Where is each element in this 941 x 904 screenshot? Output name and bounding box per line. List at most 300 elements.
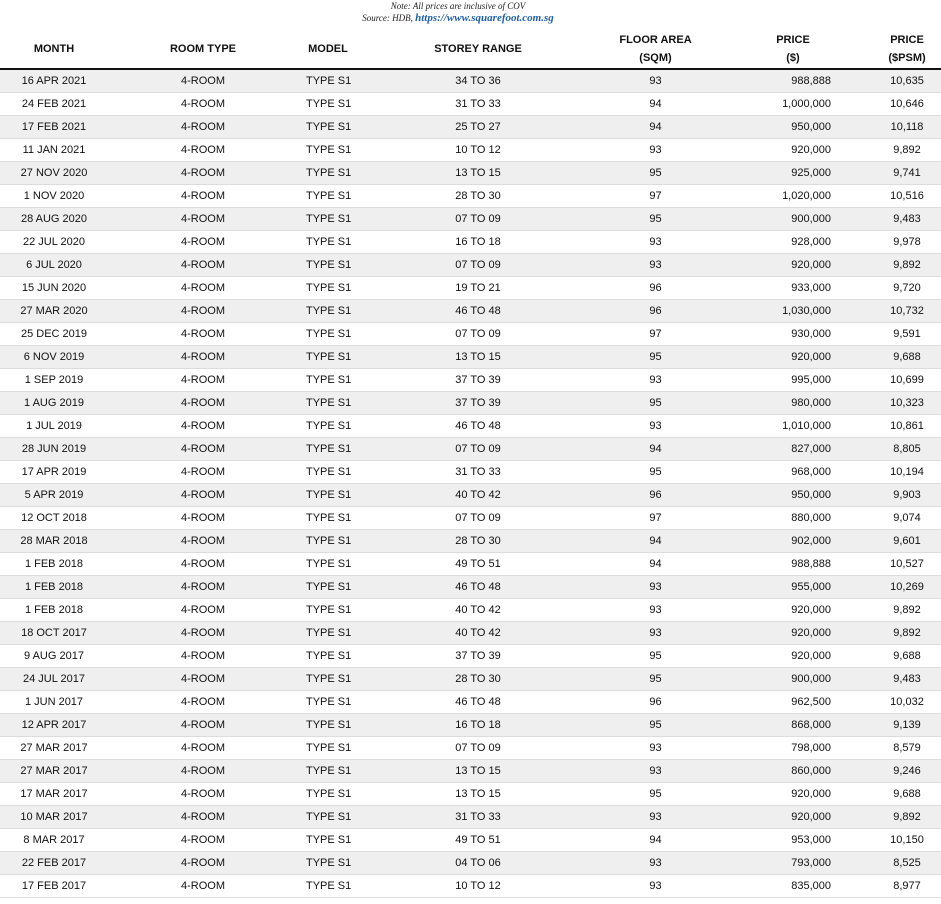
cell-price-psm: 9,688 [873, 645, 941, 668]
header-storey-range: STOREY RANGE [358, 30, 598, 69]
cell-room-type: 4-ROOM [108, 415, 298, 438]
cell-price: 955,000 [713, 576, 873, 599]
cell-model: TYPE S1 [298, 323, 358, 346]
header-floor-area [598, 30, 713, 69]
table-row [0, 530, 941, 553]
cell-storey-range: 40 TO 42 [358, 622, 598, 645]
cell-month: 16 APR 2021 [0, 69, 108, 93]
cell-price-psm: 8,805 [873, 438, 941, 461]
cell-storey-range: 07 TO 09 [358, 737, 598, 760]
cell-model: TYPE S1 [298, 116, 358, 139]
cell-month: 28 AUG 2020 [0, 208, 108, 231]
cell-floor-area: 93 [598, 254, 713, 277]
cell-room-type: 4-ROOM [108, 300, 298, 323]
cell-month: 10 MAR 2017 [0, 806, 108, 829]
cell-price-psm: 10,032 [873, 691, 941, 714]
table-row [0, 737, 941, 760]
table-row [0, 668, 941, 691]
cell-model: TYPE S1 [298, 622, 358, 645]
cell-price: 835,000 [713, 875, 873, 898]
table-row [0, 461, 941, 484]
cell-price: 925,000 [713, 162, 873, 185]
cell-month: 1 FEB 2018 [0, 599, 108, 622]
cell-room-type: 4-ROOM [108, 622, 298, 645]
cell-room-type: 4-ROOM [108, 576, 298, 599]
cell-floor-area: 97 [598, 507, 713, 530]
cell-floor-area: 94 [598, 438, 713, 461]
cell-price: 962,500 [713, 691, 873, 714]
cell-price-psm: 10,732 [873, 300, 941, 323]
cell-month: 24 JUL 2017 [0, 668, 108, 691]
cell-price: 1,000,000 [713, 93, 873, 116]
cell-price-psm: 10,194 [873, 461, 941, 484]
cell-month: 12 OCT 2018 [0, 507, 108, 530]
cell-storey-range: 16 TO 18 [358, 714, 598, 737]
cell-floor-area: 93 [598, 69, 713, 93]
table-row [0, 162, 941, 185]
cell-price-psm: 10,150 [873, 829, 941, 852]
cell-price-psm: 8,525 [873, 852, 941, 875]
table-row [0, 875, 941, 898]
cell-room-type: 4-ROOM [108, 323, 298, 346]
cell-month: 1 FEB 2018 [0, 576, 108, 599]
cell-month: 5 APR 2019 [0, 484, 108, 507]
cell-price-psm: 10,269 [873, 576, 941, 599]
cell-storey-range: 46 TO 48 [358, 691, 598, 714]
cell-month: 27 NOV 2020 [0, 162, 108, 185]
cell-floor-area: 93 [598, 852, 713, 875]
cell-price: 900,000 [713, 668, 873, 691]
cell-room-type: 4-ROOM [108, 737, 298, 760]
cell-storey-range: 28 TO 30 [358, 668, 598, 691]
cell-month: 28 MAR 2018 [0, 530, 108, 553]
cell-model: TYPE S1 [298, 806, 358, 829]
header-price-psm-unit: ($PSM) [888, 52, 926, 64]
cell-floor-area: 93 [598, 875, 713, 898]
table-row [0, 806, 941, 829]
cell-room-type: 4-ROOM [108, 668, 298, 691]
cell-room-type: 4-ROOM [108, 254, 298, 277]
cell-room-type: 4-ROOM [108, 599, 298, 622]
cell-storey-range: 04 TO 06 [358, 852, 598, 875]
cov-note: Note: All prices are inclusive of COV [390, 1, 526, 11]
source-link[interactable]: https://www.squarefoot.com.sg [415, 12, 554, 24]
cell-price-psm: 9,483 [873, 208, 941, 231]
cell-price: 1,030,000 [713, 300, 873, 323]
cell-storey-range: 34 TO 36 [358, 69, 598, 93]
cell-price: 995,000 [713, 369, 873, 392]
cell-floor-area: 94 [598, 116, 713, 139]
cell-model: TYPE S1 [298, 553, 358, 576]
cell-floor-area: 93 [598, 622, 713, 645]
cell-model: TYPE S1 [298, 852, 358, 875]
cell-month: 17 FEB 2021 [0, 116, 108, 139]
cell-storey-range: 37 TO 39 [358, 392, 598, 415]
cell-price: 950,000 [713, 116, 873, 139]
cell-model: TYPE S1 [298, 530, 358, 553]
table-row [0, 185, 941, 208]
cell-price-psm: 10,323 [873, 392, 941, 415]
cell-model: TYPE S1 [298, 714, 358, 737]
cell-model: TYPE S1 [298, 484, 358, 507]
cell-floor-area: 93 [598, 576, 713, 599]
cell-room-type: 4-ROOM [108, 691, 298, 714]
cell-room-type: 4-ROOM [108, 484, 298, 507]
cell-storey-range: 28 TO 30 [358, 185, 598, 208]
header-room-type: ROOM TYPE [108, 30, 298, 69]
cell-floor-area: 94 [598, 93, 713, 116]
cell-price: 920,000 [713, 139, 873, 162]
cell-floor-area: 93 [598, 760, 713, 783]
cell-price-psm: 9,741 [873, 162, 941, 185]
cell-model: TYPE S1 [298, 438, 358, 461]
cell-price-psm: 9,892 [873, 139, 941, 162]
cell-storey-range: 46 TO 48 [358, 300, 598, 323]
cell-model: TYPE S1 [298, 346, 358, 369]
cell-room-type: 4-ROOM [108, 369, 298, 392]
cell-price: 920,000 [713, 622, 873, 645]
cell-price: 933,000 [713, 277, 873, 300]
header-price-psm-label: PRICE [890, 34, 924, 46]
cell-price: 930,000 [713, 323, 873, 346]
cell-month: 1 JUL 2019 [0, 415, 108, 438]
cell-month: 1 FEB 2018 [0, 553, 108, 576]
cell-storey-range: 13 TO 15 [358, 162, 598, 185]
cell-storey-range: 31 TO 33 [358, 461, 598, 484]
cell-floor-area: 93 [598, 231, 713, 254]
cell-floor-area: 96 [598, 277, 713, 300]
cell-model: TYPE S1 [298, 208, 358, 231]
cell-price-psm: 10,646 [873, 93, 941, 116]
cell-floor-area: 93 [598, 415, 713, 438]
cell-model: TYPE S1 [298, 369, 358, 392]
cell-storey-range: 28 TO 30 [358, 530, 598, 553]
cell-model: TYPE S1 [298, 277, 358, 300]
table-row [0, 622, 941, 645]
table-row [0, 254, 941, 277]
cell-model: TYPE S1 [298, 875, 358, 898]
cell-storey-range: 13 TO 15 [358, 346, 598, 369]
cell-room-type: 4-ROOM [108, 553, 298, 576]
cell-storey-range: 07 TO 09 [358, 323, 598, 346]
cell-storey-range: 13 TO 15 [358, 783, 598, 806]
cell-price-psm: 9,892 [873, 806, 941, 829]
cell-price: 798,000 [713, 737, 873, 760]
cell-month: 1 NOV 2020 [0, 185, 108, 208]
cell-price-psm: 9,074 [873, 507, 941, 530]
table-row [0, 691, 941, 714]
cell-floor-area: 96 [598, 300, 713, 323]
cell-floor-area: 95 [598, 461, 713, 484]
table-row [0, 783, 941, 806]
table-row [0, 852, 941, 875]
table-row [0, 829, 941, 852]
cell-price: 920,000 [713, 346, 873, 369]
cell-price-psm: 10,635 [873, 69, 941, 93]
cell-month: 9 AUG 2017 [0, 645, 108, 668]
cell-storey-range: 37 TO 39 [358, 645, 598, 668]
table-row [0, 231, 941, 254]
cell-floor-area: 96 [598, 484, 713, 507]
cell-floor-area: 94 [598, 553, 713, 576]
cell-model: TYPE S1 [298, 461, 358, 484]
cell-storey-range: 37 TO 39 [358, 369, 598, 392]
cell-model: TYPE S1 [298, 415, 358, 438]
cell-floor-area: 94 [598, 829, 713, 852]
cell-storey-range: 07 TO 09 [358, 208, 598, 231]
cell-room-type: 4-ROOM [108, 760, 298, 783]
cell-room-type: 4-ROOM [108, 806, 298, 829]
cell-storey-range: 49 TO 51 [358, 829, 598, 852]
header-price-psm [873, 30, 941, 69]
cell-month: 24 FEB 2021 [0, 93, 108, 116]
cell-price: 920,000 [713, 254, 873, 277]
cell-floor-area: 95 [598, 392, 713, 415]
cell-model: TYPE S1 [298, 254, 358, 277]
cell-price: 920,000 [713, 645, 873, 668]
cell-room-type: 4-ROOM [108, 208, 298, 231]
cell-floor-area: 93 [598, 806, 713, 829]
cell-floor-area: 97 [598, 185, 713, 208]
cell-storey-range: 10 TO 12 [358, 875, 598, 898]
cell-room-type: 4-ROOM [108, 438, 298, 461]
cell-month: 12 APR 2017 [0, 714, 108, 737]
cell-room-type: 4-ROOM [108, 507, 298, 530]
cell-month: 17 APR 2019 [0, 461, 108, 484]
cell-room-type: 4-ROOM [108, 185, 298, 208]
table-row [0, 346, 941, 369]
cell-model: TYPE S1 [298, 392, 358, 415]
header-model: MODEL [298, 30, 358, 69]
cell-storey-range: 46 TO 48 [358, 415, 598, 438]
cell-price: 988,888 [713, 553, 873, 576]
cell-price-psm: 9,591 [873, 323, 941, 346]
cell-model: TYPE S1 [298, 691, 358, 714]
cell-price-psm: 9,688 [873, 346, 941, 369]
cell-room-type: 4-ROOM [108, 392, 298, 415]
cell-month: 17 MAR 2017 [0, 783, 108, 806]
cell-storey-range: 07 TO 09 [358, 438, 598, 461]
cell-month: 22 JUL 2020 [0, 231, 108, 254]
cell-price-psm: 9,246 [873, 760, 941, 783]
cell-price: 860,000 [713, 760, 873, 783]
cell-model: TYPE S1 [298, 162, 358, 185]
cell-month: 25 DEC 2019 [0, 323, 108, 346]
cell-price-psm: 10,527 [873, 553, 941, 576]
cell-model: TYPE S1 [298, 300, 358, 323]
header-month: MONTH [0, 30, 108, 69]
cell-floor-area: 95 [598, 714, 713, 737]
cell-room-type: 4-ROOM [108, 116, 298, 139]
cell-model: TYPE S1 [298, 668, 358, 691]
cell-price: 988,888 [713, 69, 873, 93]
cell-month: 1 AUG 2019 [0, 392, 108, 415]
cell-floor-area: 95 [598, 783, 713, 806]
cell-price-psm: 9,139 [873, 714, 941, 737]
cell-room-type: 4-ROOM [108, 231, 298, 254]
cell-storey-range: 19 TO 21 [358, 277, 598, 300]
cell-floor-area: 93 [598, 139, 713, 162]
cell-month: 18 OCT 2017 [0, 622, 108, 645]
cell-price-psm: 8,579 [873, 737, 941, 760]
cell-room-type: 4-ROOM [108, 530, 298, 553]
cell-price-psm: 9,892 [873, 622, 941, 645]
table-header-row [0, 30, 941, 69]
cell-price-psm: 10,118 [873, 116, 941, 139]
cell-storey-range: 31 TO 33 [358, 93, 598, 116]
cell-price-psm: 8,977 [873, 875, 941, 898]
cell-storey-range: 13 TO 15 [358, 760, 598, 783]
source-line [0, 12, 916, 24]
cell-room-type: 4-ROOM [108, 783, 298, 806]
cell-month: 1 JUN 2017 [0, 691, 108, 714]
cell-storey-range: 40 TO 42 [358, 484, 598, 507]
cell-room-type: 4-ROOM [108, 645, 298, 668]
cell-month: 17 FEB 2017 [0, 875, 108, 898]
header-price-label: PRICE [776, 34, 810, 46]
cell-model: TYPE S1 [298, 599, 358, 622]
table-row [0, 392, 941, 415]
cell-room-type: 4-ROOM [108, 69, 298, 93]
table-row [0, 599, 941, 622]
table-row [0, 507, 941, 530]
cell-price-psm: 9,978 [873, 231, 941, 254]
cell-price: 900,000 [713, 208, 873, 231]
cell-storey-range: 40 TO 42 [358, 599, 598, 622]
cell-price: 1,020,000 [713, 185, 873, 208]
cell-price: 928,000 [713, 231, 873, 254]
cell-price-psm: 9,601 [873, 530, 941, 553]
table-row [0, 714, 941, 737]
cell-price: 920,000 [713, 599, 873, 622]
cell-price: 880,000 [713, 507, 873, 530]
cell-model: TYPE S1 [298, 645, 358, 668]
table-row [0, 576, 941, 599]
cell-room-type: 4-ROOM [108, 277, 298, 300]
table-row [0, 277, 941, 300]
cell-room-type: 4-ROOM [108, 714, 298, 737]
cell-month: 27 MAR 2020 [0, 300, 108, 323]
cell-model: TYPE S1 [298, 185, 358, 208]
cell-price: 868,000 [713, 714, 873, 737]
table-row [0, 484, 941, 507]
cell-storey-range: 46 TO 48 [358, 576, 598, 599]
cell-room-type: 4-ROOM [108, 139, 298, 162]
cell-storey-range: 10 TO 12 [358, 139, 598, 162]
cell-price-psm: 9,720 [873, 277, 941, 300]
cell-price: 950,000 [713, 484, 873, 507]
cell-room-type: 4-ROOM [108, 875, 298, 898]
cell-month: 11 JAN 2021 [0, 139, 108, 162]
table-row [0, 760, 941, 783]
table-row [0, 139, 941, 162]
cell-model: TYPE S1 [298, 93, 358, 116]
table-row [0, 208, 941, 231]
cell-model: TYPE S1 [298, 783, 358, 806]
cell-floor-area: 95 [598, 668, 713, 691]
resale-transactions-table [0, 30, 941, 898]
cell-model: TYPE S1 [298, 576, 358, 599]
cell-month: 1 SEP 2019 [0, 369, 108, 392]
header-floor-area-unit: (SQM) [639, 52, 672, 64]
table-row [0, 415, 941, 438]
cell-room-type: 4-ROOM [108, 346, 298, 369]
header-floor-area-label: FLOOR AREA [619, 34, 692, 46]
cell-month: 27 MAR 2017 [0, 760, 108, 783]
cell-floor-area: 95 [598, 208, 713, 231]
cell-month: 6 JUL 2020 [0, 254, 108, 277]
cell-price-psm: 10,699 [873, 369, 941, 392]
cell-price-psm: 9,688 [873, 783, 941, 806]
table-row [0, 93, 941, 116]
cell-room-type: 4-ROOM [108, 852, 298, 875]
cell-floor-area: 93 [598, 599, 713, 622]
cell-floor-area: 93 [598, 737, 713, 760]
cell-storey-range: 31 TO 33 [358, 806, 598, 829]
cell-room-type: 4-ROOM [108, 162, 298, 185]
cell-room-type: 4-ROOM [108, 93, 298, 116]
cell-model: TYPE S1 [298, 69, 358, 93]
cell-price: 1,010,000 [713, 415, 873, 438]
cell-storey-range: 07 TO 09 [358, 507, 598, 530]
cell-room-type: 4-ROOM [108, 829, 298, 852]
cell-month: 15 JUN 2020 [0, 277, 108, 300]
cell-price-psm: 9,483 [873, 668, 941, 691]
table-row [0, 69, 941, 93]
cell-floor-area: 93 [598, 369, 713, 392]
cell-floor-area: 96 [598, 691, 713, 714]
table-row [0, 553, 941, 576]
table-row [0, 369, 941, 392]
cell-price: 827,000 [713, 438, 873, 461]
cell-price: 968,000 [713, 461, 873, 484]
cell-model: TYPE S1 [298, 737, 358, 760]
header-price-unit: ($) [786, 52, 800, 64]
cell-price-psm: 9,892 [873, 254, 941, 277]
source-prefix: Source: HDB, [362, 13, 416, 23]
cell-storey-range: 25 TO 27 [358, 116, 598, 139]
cell-model: TYPE S1 [298, 829, 358, 852]
cell-month: 22 FEB 2017 [0, 852, 108, 875]
header-price [713, 30, 873, 69]
cell-price: 953,000 [713, 829, 873, 852]
cell-price-psm: 10,516 [873, 185, 941, 208]
cell-month: 6 NOV 2019 [0, 346, 108, 369]
cell-month: 8 MAR 2017 [0, 829, 108, 852]
cell-floor-area: 94 [598, 530, 713, 553]
cell-price: 902,000 [713, 530, 873, 553]
cell-model: TYPE S1 [298, 139, 358, 162]
table-row [0, 438, 941, 461]
cell-floor-area: 95 [598, 162, 713, 185]
cell-floor-area: 95 [598, 346, 713, 369]
cell-price-psm: 10,861 [873, 415, 941, 438]
table-notes [0, 0, 916, 24]
cell-month: 28 JUN 2019 [0, 438, 108, 461]
cell-price-psm: 9,903 [873, 484, 941, 507]
cell-storey-range: 07 TO 09 [358, 254, 598, 277]
cell-price: 920,000 [713, 806, 873, 829]
cell-price: 793,000 [713, 852, 873, 875]
cell-room-type: 4-ROOM [108, 461, 298, 484]
cell-price-psm: 9,892 [873, 599, 941, 622]
cell-price: 920,000 [713, 783, 873, 806]
cell-floor-area: 95 [598, 645, 713, 668]
cell-model: TYPE S1 [298, 507, 358, 530]
cell-month: 27 MAR 2017 [0, 737, 108, 760]
cell-price: 980,000 [713, 392, 873, 415]
cell-model: TYPE S1 [298, 231, 358, 254]
